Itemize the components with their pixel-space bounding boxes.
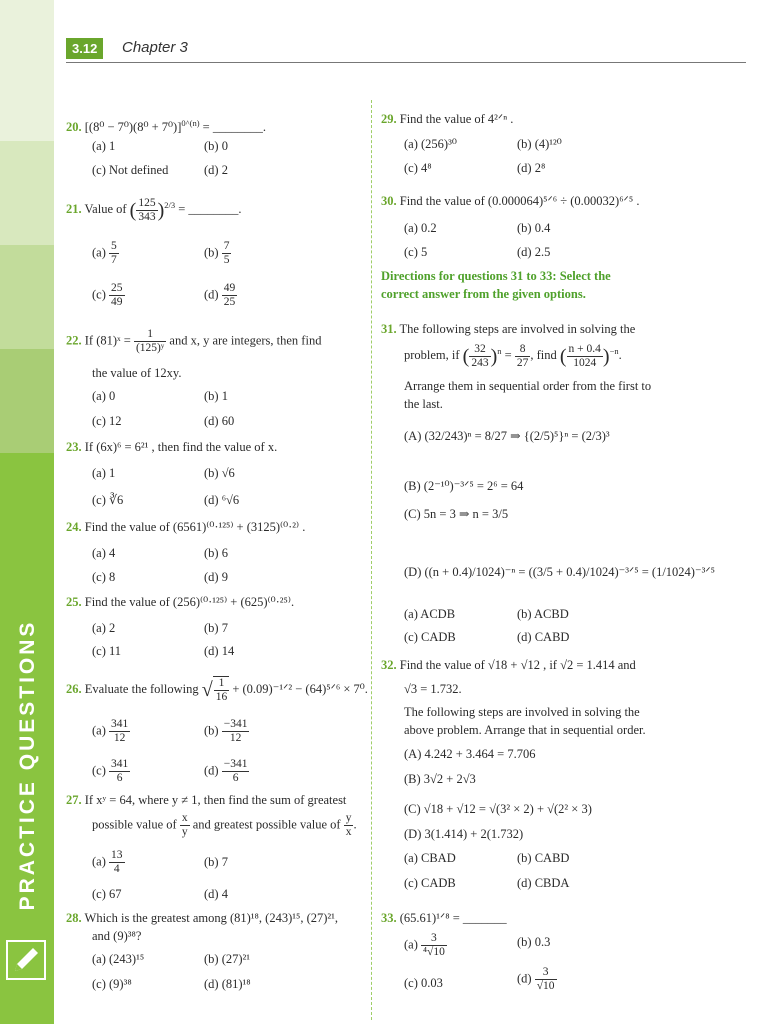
step-C: (C) √18 + √12 = √(3² × 2) + √(2² × 3) — [404, 802, 592, 816]
question-27: 27. If xʸ = 64, where y ≠ 1, then find the sum of greatest — [66, 793, 347, 807]
question-24: 24. Find the value of (6561)⁽⁰·¹²⁵⁾ + (3125)⁽⁰·²⁾ . — [66, 520, 306, 534]
option-d[interactable]: (d) 2 — [204, 163, 228, 177]
question-21: 21. Value of ( $\frac{125}{343}$ )$^{2/3}$ = ________. — [66, 196, 242, 223]
question-22: 22. If (81)ˣ = $\frac{1}{\text{(125)ʸ}}$ and x, y are integers, then find — [66, 328, 322, 354]
step-D: (D) ((n + 0.4)/1024)⁻ⁿ = ((3/5 + 0.4)/1024)⁻³ᐟ⁵ = (1/1024)⁻³ᐟ⁵ — [404, 565, 715, 579]
chapter-title: Chapter 3 — [122, 39, 188, 56]
option-a[interactable]: (a) $\frac{5}{7}$ — [92, 240, 117, 266]
sidebar-label: PRACTICE QUESTIONS — [16, 619, 39, 911]
option-d[interactable]: (d) CABD — [517, 630, 570, 644]
option-a[interactable]: (a) (256)³⁰ — [404, 137, 457, 151]
option-d[interactable]: (d) $\frac{-341}{6}$ — [204, 758, 248, 784]
option-b[interactable]: (b) 7 — [204, 855, 228, 869]
option-d[interactable]: (d) 9 — [204, 570, 228, 584]
option-a[interactable]: (a) $\frac{13}{4}$ — [92, 849, 123, 875]
option-b[interactable]: (b) (27)²¹ — [204, 952, 251, 966]
option-d[interactable]: (d) 14 — [204, 644, 235, 658]
directions-line1: Directions for questions 31 to 33: Select the — [381, 269, 611, 283]
option-d[interactable]: (d) CBDA — [517, 876, 570, 890]
option-b[interactable]: (b) $\frac{-341}{12}$ — [204, 718, 248, 744]
question-26: 26. Evaluate the following √ $\frac{1}{16}$ + (0.09)⁻¹ᐟ² − (64)⁵ᐟ⁶ × 7⁰. — [66, 677, 368, 703]
option-c[interactable]: (c) 12 — [92, 414, 122, 428]
directions-line2: correct answer from the given options. — [381, 287, 586, 301]
option-d[interactable]: (d) (81)¹⁸ — [204, 977, 251, 991]
option-b[interactable]: (b) 0 — [204, 139, 228, 153]
question-30: 30. Find the value of (0.000064)⁵ᐟ⁶ ÷ (0.00032)⁶ᐟ⁵ . — [381, 194, 640, 208]
pencil-icon — [6, 940, 46, 980]
option-a[interactable]: (a) ACDB — [404, 607, 456, 621]
question-25: 25. Find the value of (256)⁽⁰·¹²⁵⁾ + (625)⁽⁰·²⁵⁾. — [66, 595, 295, 609]
header-rule — [66, 62, 746, 63]
option-d[interactable]: (d) ⁶√6 — [204, 493, 240, 507]
option-c[interactable]: (c) 67 — [92, 887, 122, 901]
question-27-line2: possible value of $\frac{x}{y}$ and greatest possible value of $\frac{y}{x}$ . — [92, 812, 357, 838]
option-b[interactable]: (b) (4)¹²⁰ — [517, 137, 562, 151]
question-31: 31. The following steps are involved in solving the — [381, 322, 636, 336]
question-23: 23. If (6x)⁶ = 6²¹ , then find the value of x. — [66, 440, 278, 454]
step-A: (A) (32/243)ⁿ = 8/27 ⇒ {(2/5)⁵}ⁿ = (2/3)³ — [404, 429, 610, 443]
question-22-line2: the value of 12xy. — [92, 366, 182, 380]
sidebar-band — [0, 245, 54, 349]
option-b[interactable]: (b) $\frac{7}{5}$ — [204, 240, 230, 266]
question-28: 28. Which is the greatest among (81)¹⁸, (243)¹⁵, (27)²¹, — [66, 911, 339, 925]
option-d[interactable]: (d) 60 — [204, 414, 235, 428]
question-29: 29. Find the value of 4²ᐟⁿ . — [381, 112, 514, 126]
step-A: (A) 4.242 + 3.464 = 7.706 — [404, 747, 536, 761]
question-33: 33. (65.61)¹ᐟ⁸ = _______ — [381, 911, 507, 925]
column-divider — [371, 100, 372, 1020]
option-a[interactable]: (a) (243)¹⁵ — [92, 952, 145, 966]
option-a[interactable]: (a) 2 — [92, 621, 116, 635]
question-31-line4: the last. — [404, 397, 443, 411]
option-b[interactable]: (b) 0.3 — [517, 935, 551, 949]
sidebar-band — [0, 0, 54, 141]
option-b[interactable]: (b) 7 — [204, 621, 228, 635]
option-b[interactable]: (b) √6 — [204, 466, 235, 480]
question-31-line2: problem, if ( $\frac{32}{243}$ )$^n$ = $\frac{8}{27}$ , find ( $\frac{n + 0.4}{1024}$ )$^{-n}$. — [404, 342, 622, 369]
option-d[interactable]: (d) $\frac{49}{25}$ — [204, 282, 236, 308]
question-28-line2: and (9)³⁸? — [92, 929, 142, 943]
option-c[interactable]: (c) 11 — [92, 644, 122, 658]
option-b[interactable]: (b) 6 — [204, 546, 228, 560]
step-D: (D) 3(1.414) + 2(1.732) — [404, 827, 524, 841]
question-31-line3: Arrange them in sequential order from the first to — [404, 379, 652, 393]
question-32: 32. Find the value of √18 + √12 , if √2 = 1.414 and — [381, 658, 636, 672]
question-32-line2: √3 = 1.732. — [404, 682, 462, 696]
question-20: 20. $[(8^0 - 7^0)(8^0 + 7^0)]^{0\^{}(n)}$ = ________. — [66, 118, 266, 135]
option-c[interactable]: (c) CADB — [404, 630, 456, 644]
step-C: (C) 5n = 3 ⇒ n = 3/5 — [404, 507, 509, 521]
option-a[interactable]: (a) 0 — [92, 389, 116, 403]
page-number: 3.12 — [66, 38, 103, 59]
option-a[interactable]: (a) 1 — [92, 139, 116, 153]
option-d[interactable]: (d) $\frac{3}{√10}$ — [517, 966, 555, 992]
sidebar-band — [0, 141, 54, 245]
step-B: (B) 3√2 + 2√3 — [404, 772, 476, 786]
option-b[interactable]: (b) CABD — [517, 851, 570, 865]
question-32-line3: The following steps are involved in solving the — [404, 705, 640, 719]
option-a[interactable]: (a) 4 — [92, 546, 116, 560]
option-c[interactable]: (c) 5 — [404, 245, 428, 259]
option-b[interactable]: (b) 0.4 — [517, 221, 551, 235]
sidebar-band — [0, 349, 54, 453]
option-a[interactable]: (a) $\frac{341}{12}$ — [92, 718, 129, 744]
option-a[interactable]: (a) 1 — [92, 466, 116, 480]
option-c[interactable]: (c) (9)³⁸ — [92, 977, 132, 991]
option-c[interactable]: (c) ∛6 — [92, 493, 124, 507]
option-c[interactable]: (c) $\frac{341}{6}$ — [92, 758, 129, 784]
option-d[interactable]: (d) 2⁸ — [517, 161, 546, 175]
option-c[interactable]: (c) 4⁸ — [404, 161, 432, 175]
option-c[interactable]: (c) 0.03 — [404, 976, 443, 990]
option-c[interactable]: (c) Not defined — [92, 163, 169, 177]
option-c[interactable]: (c) CADB — [404, 876, 456, 890]
option-a[interactable]: (a) CBAD — [404, 851, 456, 865]
option-c[interactable]: (c) $\frac{25}{49}$ — [92, 282, 123, 308]
option-b[interactable]: (b) 1 — [204, 389, 228, 403]
option-d[interactable]: (d) 4 — [204, 887, 228, 901]
option-a[interactable]: (a) $\frac{3}{\text{⁴√10}}$ — [404, 932, 445, 958]
option-a[interactable]: (a) 0.2 — [404, 221, 437, 235]
option-c[interactable]: (c) 8 — [92, 570, 116, 584]
option-d[interactable]: (d) 2.5 — [517, 245, 551, 259]
step-B: (B) (2⁻¹⁰)⁻³ᐟ⁵ = 2⁶ = 64 — [404, 479, 524, 493]
question-32-line4: above problem. Arrange that in sequential order. — [404, 723, 646, 737]
option-b[interactable]: (b) ACBD — [517, 607, 569, 621]
